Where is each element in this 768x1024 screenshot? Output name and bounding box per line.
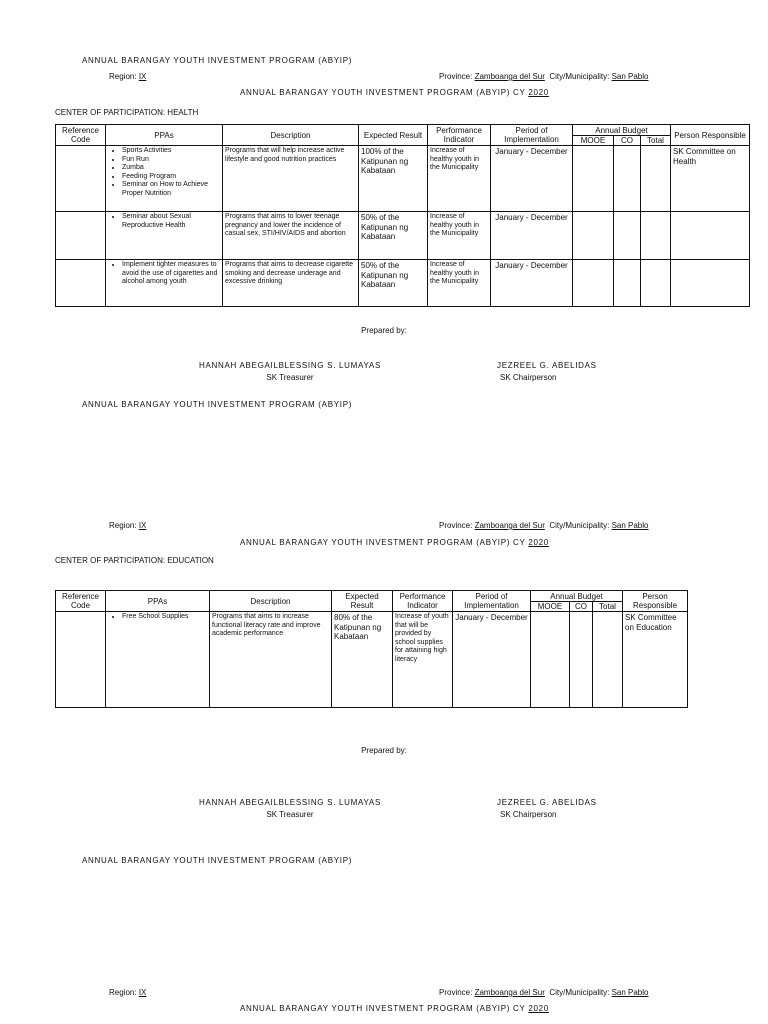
chairperson-title: SK Chairperson: [500, 373, 557, 382]
province-label: Province:: [439, 521, 473, 530]
cell-expected: 50% of the Katipunan ng Kabataan: [359, 260, 428, 307]
col-ppas: PPAs: [106, 125, 223, 146]
city-value: San Pablo: [611, 988, 649, 997]
cell-mooe: [573, 212, 614, 260]
province-line: [439, 988, 648, 997]
col-expected-result: Expected Result: [332, 591, 393, 612]
subtitle-text: ANNUAL BARANGAY YOUTH INVESTMENT PROGRAM (ABYIP) CY: [240, 1004, 526, 1013]
province-label: Province:: [439, 72, 473, 81]
table-row: [56, 612, 688, 708]
col-performance-indicator: Performance Indicator: [393, 591, 453, 612]
region-label: Region:: [109, 988, 137, 997]
cell-mooe: [573, 146, 614, 212]
subtitle-year: 2020: [528, 1004, 549, 1013]
treasurer-title: SK Treasurer: [266, 810, 314, 819]
chairperson-name: JEZREEL G. ABELIDAS: [497, 798, 597, 807]
cell-ppas: [106, 612, 210, 708]
col-ppas: PPAs: [106, 591, 210, 612]
cell-period: January - December: [491, 260, 573, 307]
col-mooe: MOOE: [531, 602, 570, 612]
cell-mooe: [531, 612, 570, 708]
cell-description: Programs that aims to decrease cigarette smoking and decrease underage and excessive drinking: [223, 260, 359, 307]
ppa-item: • Feeding Program: [122, 173, 220, 182]
cell-expected: 100% of the Katipunan ng Kabataan: [359, 146, 428, 212]
ppa-item: • Fun Run: [122, 156, 220, 165]
cell-mooe: [573, 260, 614, 307]
cell-co: [570, 612, 593, 708]
prepared-by: Prepared by:: [361, 746, 407, 755]
col-person-responsible: Person Responsible: [671, 125, 750, 146]
chairperson-title: SK Chairperson: [500, 810, 557, 819]
col-co: CO: [570, 602, 593, 612]
col-co: CO: [614, 136, 641, 146]
cell-expected: 80% of the Katipunan ng Kabataan: [332, 612, 393, 708]
cell-person: [671, 212, 750, 260]
cell-ref: [56, 260, 106, 307]
cell-ppas: [106, 260, 223, 307]
chairperson-name: JEZREEL G. ABELIDAS: [497, 361, 597, 370]
table-row: [56, 146, 750, 212]
cell-ref: [56, 612, 106, 708]
city-value: San Pablo: [611, 521, 649, 530]
cell-performance: Increase of healthy youth in the Municipality: [428, 146, 491, 212]
cell-ref: [56, 146, 106, 212]
col-period: Period of Implementation: [491, 125, 573, 146]
treasurer-title: SK Treasurer: [266, 373, 314, 382]
city-value: San Pablo: [611, 72, 649, 81]
cell-total: [641, 260, 671, 307]
province-line: [439, 521, 648, 530]
cell-ref: [56, 212, 106, 260]
province-value: Zamboanga del Sur: [474, 521, 545, 530]
cell-description: Programs that will help increase active lifestyle and good nutrition practices: [223, 146, 359, 212]
region-value: IX: [138, 521, 147, 530]
subtitle-text: ANNUAL BARANGAY YOUTH INVESTMENT PROGRAM (ABYIP) CY: [240, 88, 526, 97]
ppa-item: • Zumba: [122, 164, 220, 173]
cell-person: SK Committee on Education: [623, 612, 688, 708]
ppa-item: • Implement tighter measures to avoid the use of cigarettes and alcohol among youth: [122, 261, 220, 287]
cell-total: [641, 146, 671, 212]
province-value: Zamboanga del Sur: [474, 72, 545, 81]
col-reference-code: Reference Code: [56, 591, 106, 612]
table-row: [56, 212, 750, 260]
cell-description: Programs that aims to lower teenage pregnancy and lower the incidence of casual sex, STI/HIV/AIDS and abortion: [223, 212, 359, 260]
region-line: [109, 521, 146, 530]
province-value: Zamboanga del Sur: [474, 988, 545, 997]
region-value: IX: [138, 988, 147, 997]
subtitle-text: ANNUAL BARANGAY YOUTH INVESTMENT PROGRAM (ABYIP) CY: [240, 538, 526, 547]
cell-description: Programs that aims to increase functional literacy rate and improve academic performance: [210, 612, 332, 708]
region-line: [109, 988, 146, 997]
cell-co: [614, 212, 641, 260]
cell-person: SK Committee on Health: [671, 146, 750, 212]
cell-total: [593, 612, 623, 708]
doc-title: ANNUAL BARANGAY YOUTH INVESTMENT PROGRAM (ABYIP): [82, 56, 353, 65]
col-period: Period of Implementation: [453, 591, 531, 612]
treasurer-name: HANNAH ABEGAILBLESSING S. LUMAYAS: [199, 361, 381, 370]
center-of-participation: CENTER OF PARTICIPATION: EDUCATION: [55, 556, 214, 565]
cell-total: [641, 212, 671, 260]
city-label: City/Municipality:: [549, 72, 610, 81]
center-of-participation: CENTER OF PARTICIPATION: HEALTH: [55, 108, 199, 117]
doc-title: ANNUAL BARANGAY YOUTH INVESTMENT PROGRAM (ABYIP): [82, 400, 353, 409]
city-label: City/Municipality:: [549, 988, 610, 997]
cell-co: [614, 146, 641, 212]
cell-period: January - December: [491, 212, 573, 260]
col-description: Description: [210, 591, 332, 612]
cell-period: January - December: [491, 146, 573, 212]
region-line: [109, 72, 146, 81]
region-label: Region:: [109, 521, 137, 530]
cell-performance: Increase of healthy youth in the Municipality: [428, 212, 491, 260]
col-mooe: MOOE: [573, 136, 614, 146]
ppa-item: • Sports Activities: [122, 147, 220, 156]
cell-person: [671, 260, 750, 307]
cell-ppas: [106, 212, 223, 260]
col-annual-budget: Annual Budget: [531, 591, 623, 602]
doc-title: ANNUAL BARANGAY YOUTH INVESTMENT PROGRAM (ABYIP): [82, 856, 353, 865]
table-row: [56, 260, 750, 307]
col-description: Description: [223, 125, 359, 146]
col-total: Total: [593, 602, 623, 612]
subtitle: [240, 538, 549, 547]
col-total: Total: [641, 136, 671, 146]
cell-co: [614, 260, 641, 307]
prepared-by: Prepared by:: [361, 326, 407, 335]
subtitle-year: 2020: [528, 538, 549, 547]
province-line: [439, 72, 648, 81]
cell-ppas: [106, 146, 223, 212]
cell-expected: 50% of the Katipunan ng Kabataan: [359, 212, 428, 260]
cell-performance: Increase of youth that will be provided by school supplies for attaining high literacy: [393, 612, 453, 708]
subtitle-year: 2020: [528, 88, 549, 97]
ppa-item: • Free School Supplies: [122, 613, 207, 622]
col-expected-result: Expected Result: [359, 125, 428, 146]
treasurer-name: HANNAH ABEGAILBLESSING S. LUMAYAS: [199, 798, 381, 807]
abyip-table-health: [55, 124, 750, 307]
cell-period: January - December: [453, 612, 531, 708]
province-label: Province:: [439, 988, 473, 997]
subtitle: [240, 1004, 549, 1013]
region-label: Region:: [109, 72, 137, 81]
region-value: IX: [138, 72, 147, 81]
col-person-responsible: Person Responsible: [623, 591, 688, 612]
col-performance-indicator: Performance Indicator: [428, 125, 491, 146]
col-annual-budget: Annual Budget: [573, 125, 671, 136]
cell-performance: Increase of healthy youth in the Municipality: [428, 260, 491, 307]
col-reference-code: Reference Code: [56, 125, 106, 146]
abyip-table-education: [55, 590, 688, 708]
subtitle: [240, 88, 549, 97]
city-label: City/Municipality:: [549, 521, 610, 530]
ppa-item: • Seminar on How to Achieve Proper Nutrition: [122, 181, 220, 198]
ppa-item: • Seminar about Sexual Reproductive Health: [122, 213, 220, 230]
